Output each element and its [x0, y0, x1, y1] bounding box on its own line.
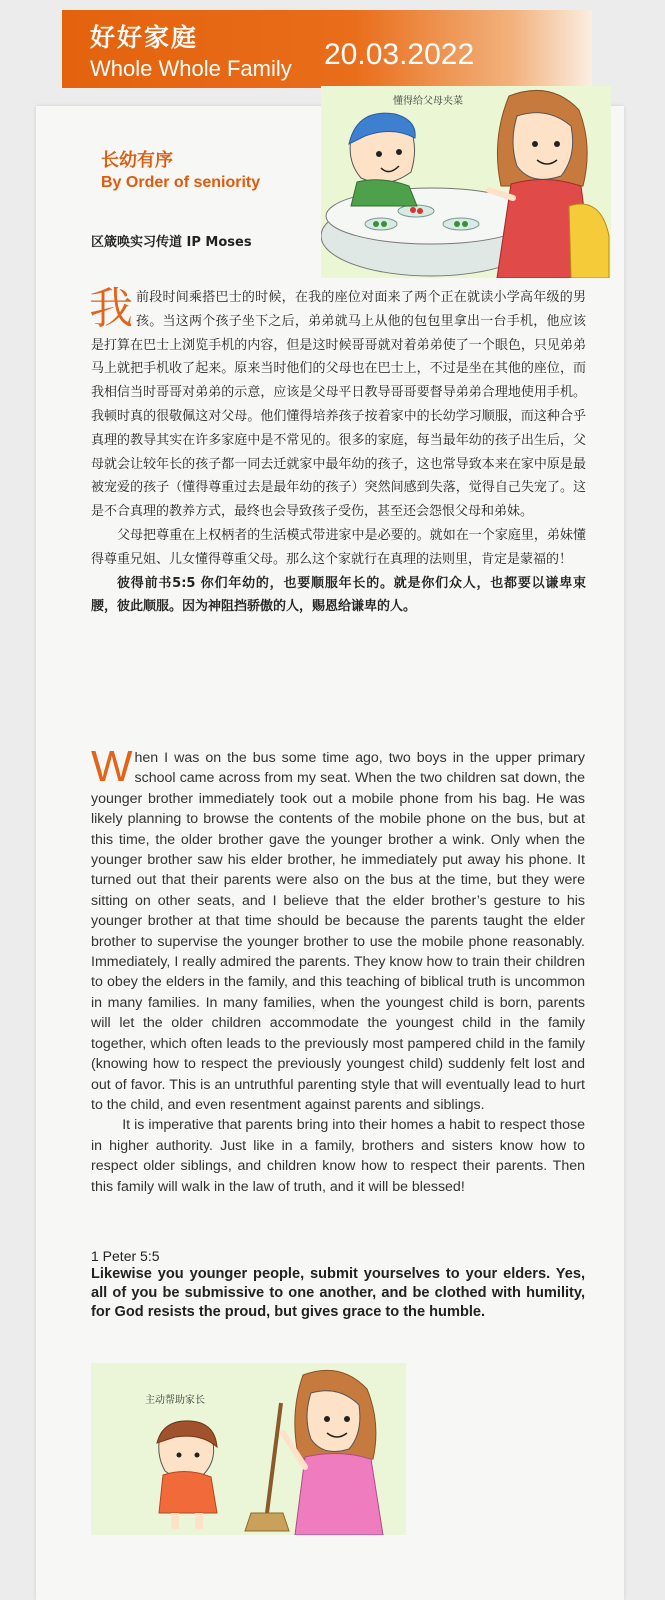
english-body — [91, 742, 585, 1197]
article-title-en: By Order of seniority — [101, 174, 261, 191]
illustration-caption: 懂得给父母夹菜 — [393, 96, 463, 107]
verse-reference: 1 Peter 5:5 — [91, 1248, 160, 1264]
chinese-verse: 彼得前书5:5 你们年幼的，也要顺服年长的。就是你们众人，也都要以谦卑束腰，彼此顺服。因为神阻挡骄傲的人，赐恩给谦卑的人。 — [91, 575, 586, 615]
english-dropcap: W — [91, 742, 133, 791]
article-author: 区箴唤实习传道 IP Moses — [91, 235, 252, 250]
header-date: 20.03.2022 — [324, 38, 475, 71]
chinese-dropcap: 我 — [89, 283, 133, 334]
mother-child-illustration — [91, 1363, 406, 1535]
chinese-paragraph-1-text: 前段时间乘搭巴士的时候，在我的座位对面来了两个正在就读小学高年级的男孩。当这两个孩子坐下之后，弟弟就马上从他的包包里拿出一台手机，他应该是打算在巴士上浏览手机的内容，但是这时候哥哥就对着弟弟使了一个眼色，只见弟弟马上就把手机收了起来。原来当时他们的父母也在巴士上，不过是坐在其他的座位，而我相信当时哥哥对弟弟的示意，应该是父母平日教导哥哥要督导弟弟合理地使用手机。我顿时真的很敬佩这对父母。他们懂得培养孩子按着家中的长幼学习顺服，而这种合乎真理的教导其实在许多家庭中是不常见的。很多的家庭，每当最年幼的孩子出生后，父母就会让较年长的孩子都一同去迁就家中最年幼的孩子，这也常导致本来在家中原是最被宠爱的孩子（懂得尊重过去是最年幼的孩子）突然间感到失落，觉得自己失宠了。这是不合真理的教养方式，最终也会导致孩子受伤，甚至还会怨恨父母和弟妹。 — [91, 290, 586, 520]
article-title-zh: 长幼有序 — [101, 150, 173, 171]
chinese-paragraph-2: 父母把尊重在上权柄者的生活模式带进家中是必要的。就如在一个家庭里，弟妹懂得尊重兄姐、儿女懂得尊重父母。那么这个家就行在真理的法则里，肯定是蒙福的！ — [91, 527, 586, 567]
header-banner — [62, 10, 592, 88]
english-verse: Likewise you younger people, submit yourselves to your elders. Yes, all of you be submissive to one another, and be clothed with humility, for God resists the proud, but gives grace to the humble. — [91, 1266, 585, 1320]
family-dinner-icon — [321, 86, 611, 278]
chinese-paragraph-1 — [89, 283, 586, 524]
header-title-zh: 好好家庭 — [90, 23, 199, 52]
header-title-en: Whole Whole Family — [90, 56, 292, 81]
english-paragraph-1 — [91, 742, 585, 1115]
chinese-body — [89, 283, 586, 619]
english-paragraph-1-text: hen I was on the bus some time ago, two boys in the upper primary school came across from my seat. When the two children sat down, the younger brother immediately took out a mobile phone from his bag. He was likely planning to browse the contents of the mobile phone on the bus, but at this time, the older brother gave the younger brother a wink. Only when the younger brother saw his elder brother, he immediately put away his phone. It turned out that their parents were also on the bus at the time, but they were sitting on other seats, and I believe that the elder brother’s gesture to his younger brother at that time should be because the parents taught the elder brother to supervise the younger brother to use the mobile phone reasonably. Immediately, I really admired the parents. They know how to train their children to obey the elders in the family, and this teaching of biblical truth is uncommon in many families. In many families, when the youngest child is born, parents will let the older children accommodate the youngest child in the family together, which often leads to the previously most pampered child in the family (knowing how to respect the previously youngest child) suddenly felt lost and out of favor. This is an untruthful parenting style that will eventually lead to hurt to the child, and even resentment against parents and siblings. — [91, 750, 585, 1113]
family-dinner-illustration — [321, 86, 611, 278]
english-paragraph-2: It is imperative that parents bring into their homes a habit to respect those in higher authority. Just like in a family, brothers and sisters know how to respect older siblings, and children know how to respect their parents. Then this family will walk in the law of truth, and it will be blessed! — [91, 1117, 585, 1195]
illustration-caption-bottom: 主动帮助家长 — [145, 1395, 205, 1406]
mother-child-sweeping-icon — [91, 1363, 406, 1535]
